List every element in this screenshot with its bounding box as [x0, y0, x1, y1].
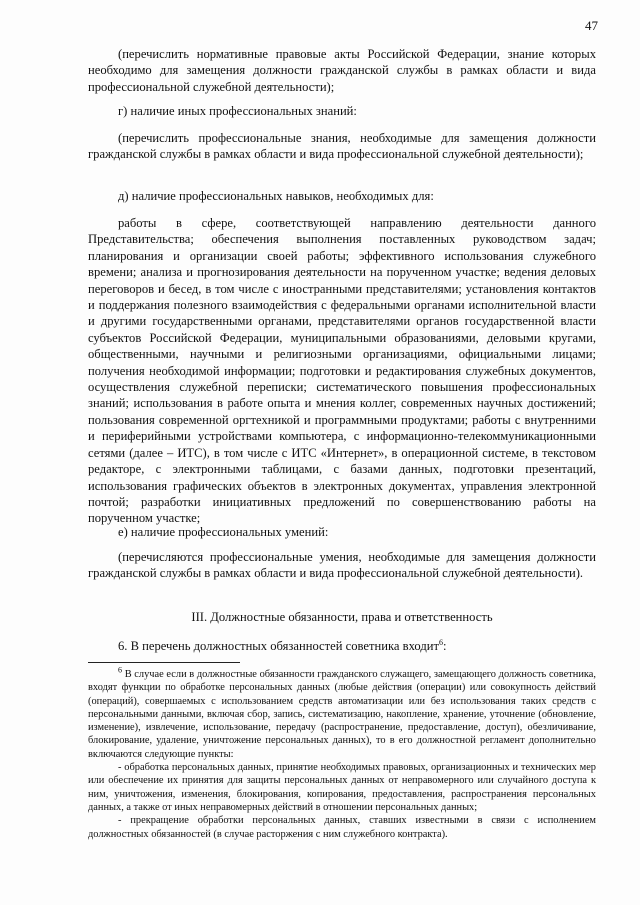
footnote-item: - обработка персональных данных, принятие необходимых правовых, организационных и технических мер или обеспечение их принятия для защиты персональных данных от неправомерного или случайного доступа к ним, уничтожения, изменения, блокирования, копирования, предоставления, распространения персональных данных, а также от иных неправомерных действий в отношении персональных данных;: [88, 762, 596, 813]
paragraph-duties-intro: [88, 638, 596, 654]
paragraph-professional-abilities: [88, 549, 596, 582]
section-heading: [88, 609, 596, 625]
paragraph-skills-list: [88, 215, 596, 527]
paragraph-text: (перечислить профессиональные знания, необходимые для замещения должности гражданской службы в рамках области и вида профессиональной служебной деятельности);: [88, 131, 596, 162]
paragraph-text: [88, 638, 596, 654]
paragraph-text: (перечисляются профессиональные умения, необходимые для замещения должности гражданской службы в рамках области и вида профессиональной служебной деятельности).: [88, 550, 596, 581]
paragraph-professional-knowledge: [88, 130, 596, 163]
paragraph-text: работы в сфере, соответствующей направлению деятельности данного Представительства; обеспечения выполнения поставленных руководством задач; планирования и организации своей работы; эффективного использования служебного времени; анализа и прогнозирования деятельности на порученном участке; ведения деловых переговоров и бесед, в том числе с иностранными представителями; установления контактов и поддержания полезного взаимодействия с федеральными органами исполнительной власти и другими государственными органами, представителями органов государственной власти субъектов Российской Федерации, муниципальными образованиями, деловыми кругами, общественными, научными и религиозными организациями, официальными лицами; получения необходимой информации; подготовки и редактирования служебных документов, осуществления служебной переписки; систематического повышения профессиональных знаний; использования в работе опыта и мнения коллег, современных научных достижений; пользования современной оргтехникой и программными продуктами; работы с внутренними и периферийными устройствами компьютера, с информационно-телекоммуникационными сетями (далее – ИТС), в том числе с ИТС «Интернет», в операционной системе, в текстовом редакторе, с электронными таблицами, с базами данных, подготовки презентаций, использования графических объектов в электронных документах, управления электронной почтой; разработки инициативных предложений по совершенствованию работы на порученном участке;: [88, 216, 596, 526]
footnote-separator: [88, 662, 240, 663]
paragraph-text: д) наличие профессиональных навыков, необходимых для:: [118, 189, 434, 203]
page-number: 47: [585, 18, 598, 33]
paragraph-item-d: [88, 188, 596, 204]
footnote-reference: 6: [438, 637, 443, 647]
paragraph-item-g: [88, 103, 596, 119]
paragraph-text: (перечислить нормативные правовые акты Российской Федерации, знание которых необходимо для замещения должности гражданской службы в рамках области и вида профессиональной служебной деятельности);: [88, 47, 596, 94]
paragraph-legal-acts: [88, 46, 596, 95]
duties-intro-text: 6. В перечень должностных обязанностей советника входит: [118, 639, 439, 653]
footnotes: [88, 665, 596, 841]
duties-intro-colon: :: [442, 639, 447, 653]
paragraph-text: е) наличие профессиональных умений:: [118, 525, 329, 539]
footnote-body: В случае если в должностные обязанности гражданского служащего, замещающего должность советника, входят функции по обработке персональных данных (любые действия (операции) или совокупность действий (операций), совершаемых с использованием средств автоматизации или без использования таких средств с персональными данными, включая сбор, запись, систематизацию, накопление, хранение, уточнение (обновление, изменение), извлечение, использование, передачу (распространение, предоставление, доступ), обезличивание, блокирование, удаление, уничтожение персональных данных), то в его должностной регламент дополнительно включаются следующие пункты:: [88, 669, 596, 760]
footnote-text: [88, 665, 596, 761]
paragraph-item-e: [88, 524, 596, 540]
footnote-marker: 6: [118, 665, 122, 675]
footnote-item: - прекращение обработки персональных данных, ставших известными в связи с исполнением должностных обязанностей (в случае расторжения с ним служебного контракта).: [88, 815, 596, 840]
paragraph-text: г) наличие иных профессиональных знаний:: [118, 104, 357, 118]
section-heading-text: III. Должностные обязанности, права и ответственность: [191, 610, 493, 624]
